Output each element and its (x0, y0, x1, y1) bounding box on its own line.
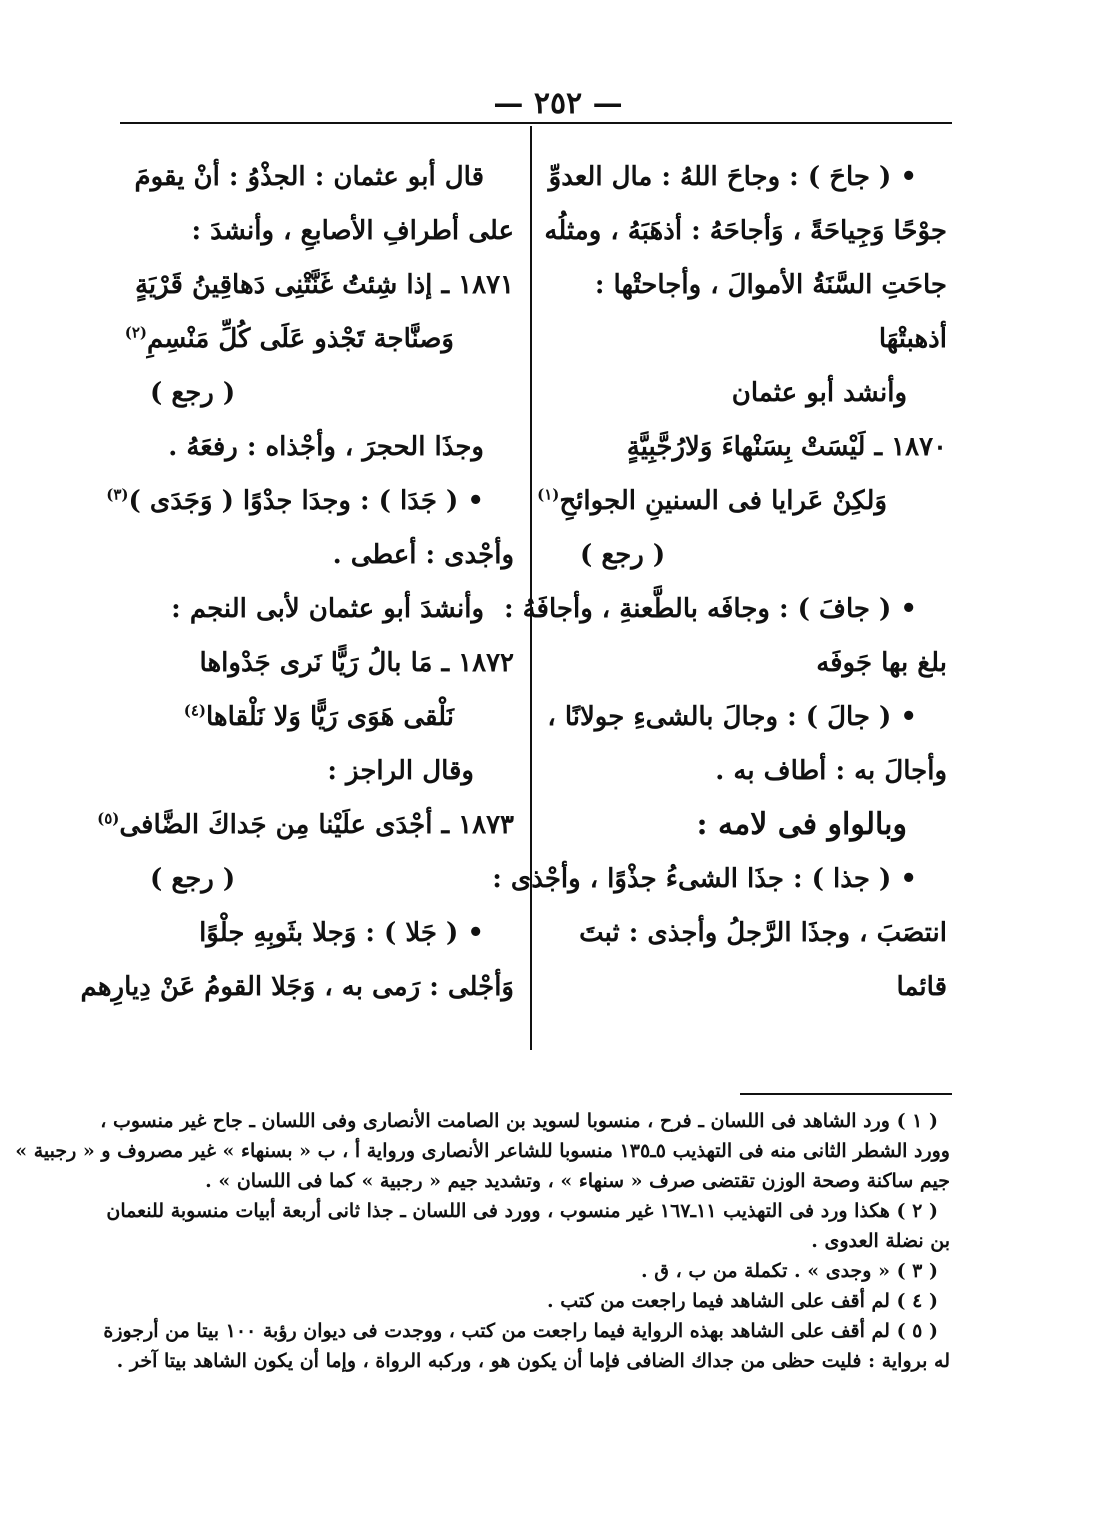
footnote-text: ( ٥ ) لم أقف على الشاهد بهذه الرواية فيما راجعت من كتب ، ووجدت فى ديوان رؤبة ١٠٠ بيتا من أرجوزة (103, 1320, 938, 1342)
left-column-text: على أطرافِ الأصابعِ ، وأنشدَ : (191, 216, 514, 246)
right-column-line (547, 690, 947, 744)
right-column-text: ( رجع ) (580, 540, 666, 570)
left-column-line (122, 744, 514, 798)
page-number: — ٢٥٢ — (493, 86, 623, 121)
footnote-text: ( ٣ ) « وجدى » . تكملة من ب ، ق . (641, 1260, 938, 1282)
right-column-text: وَلكِنْ عَرايا فى السنينِ الجوائحِ (559, 486, 887, 516)
left-column-line (122, 636, 514, 690)
right-column-line (552, 366, 947, 420)
left-column-line (122, 690, 514, 744)
right-column-line (552, 528, 947, 582)
footnote-text: ( ٢ ) هكذا ورد فى التهذيب ١١ـ١٦٧ غير منسوب ، وورد فى اللسان ـ جذا ثانى أربعة أبيات منسوبة للنعمان (106, 1200, 938, 1222)
footnote-reference: (١) (537, 485, 560, 504)
footnote-line (106, 1196, 950, 1226)
header-rule (120, 122, 952, 124)
left-column-text: ١٨٧١ ـ إذا شِئتُ غَنَّتْنِى دَهاقِينُ قَرْيَةٍ (134, 270, 514, 300)
right-column-text: • ( جاحَ ) : وجاحَ اللهُ : مال العدوِّ (548, 162, 917, 192)
footnote-line (103, 1316, 950, 1346)
left-column-line (80, 960, 514, 1014)
left-column-line (122, 312, 514, 366)
left-column-text: ( رجع ) (150, 378, 236, 408)
right-column-line (552, 420, 947, 474)
left-column-text: قال أبو عثمان : الجذْوُ : أنْ يقومَ (134, 162, 484, 192)
left-column-line (122, 366, 514, 420)
footnote-reference: (٢) (124, 323, 148, 342)
right-column-text: وبالواو فى لامه : (696, 807, 907, 842)
footnote-line (128, 1166, 950, 1196)
left-column-text: وأجْدى : أعطى . (332, 540, 514, 570)
left-column-text: وَصنَّاجة تَجْذو عَلَى كُلِّ مَنْسِمِ (147, 324, 454, 354)
footnote-line (116, 1346, 950, 1376)
left-column-line (122, 582, 514, 636)
left-column-line (122, 204, 514, 258)
footnote-reference: (٣) (106, 485, 129, 504)
left-column-line (106, 474, 514, 528)
footnote-text: بن نضلة العدوى . (811, 1230, 950, 1252)
left-column-line (122, 528, 514, 582)
footnote-text: ( ٤ ) لم أقف على الشاهد فيما راجعت من كتب . (547, 1290, 938, 1312)
left-column-line (122, 852, 514, 906)
left-column-text: • ( جَلا ) : وَجلا بثَوبِهِ جلْوًا (199, 918, 484, 948)
right-column-text: قائما (896, 972, 947, 1002)
right-column (492, 150, 947, 1014)
right-column-line (552, 906, 947, 960)
right-column-line (544, 204, 947, 258)
right-column-line (552, 312, 947, 366)
left-column-text: ١٨٧٢ ـ مَا بالُ رَيًّا نَرى جَدْواها (199, 648, 514, 678)
footnote-line (128, 1256, 950, 1286)
right-column-line (503, 582, 947, 636)
right-column-text: انتصَبَ ، وجذَا الرَّجلُ وأجذى : ثبتَ (579, 918, 947, 948)
right-column-line (548, 150, 947, 204)
left-column (80, 150, 514, 1014)
footnote-reference: (٥) (97, 809, 120, 828)
left-column-text: ١٨٧٣ ـ أجْدَى علَيْنا مِن جَداكَ الضَّافى (119, 810, 514, 840)
left-column-text: ( رجع ) (150, 864, 236, 894)
right-column-text: ١٨٧٠ ـ لَيْسَتْ بِسَنْهاءَ وَلارُجَّبِيَّةٍ (626, 432, 947, 462)
right-column-text: بلغ بها جَوفَه (816, 648, 947, 678)
right-column-line (552, 798, 947, 852)
right-column-text: • ( جالَ ) : وجالَ بالشىءِ جولانًا ، (547, 702, 917, 732)
right-column-line (552, 636, 947, 690)
left-column-line (122, 258, 514, 312)
right-column-line (537, 474, 947, 528)
left-column-text: وأنشدَ أبو عثمان لأبى النجم : (171, 594, 484, 624)
footnote-line (100, 1106, 950, 1136)
left-column-line (122, 906, 514, 960)
left-column-line (122, 420, 514, 474)
footnotes (15, 1106, 950, 1376)
right-column-line (552, 744, 947, 798)
footnote-line (128, 1286, 950, 1316)
right-column-text: • ( جافَ ) : وجافَه بالطَّعنةِ ، وأجافَهُ : (503, 594, 917, 624)
left-column-text: وقال الراجز : (327, 756, 474, 786)
left-column-line (122, 150, 514, 204)
right-column-text: وأجالَ به : أطاف به . (715, 756, 947, 786)
right-column-text: وأنشد أبو عثمان (731, 378, 907, 408)
left-column-text: نَلْقى هَوَى رَيًّا وَلا نَلْقاها (205, 702, 454, 732)
footnote-reference: (٤) (183, 701, 206, 720)
right-column-line (552, 258, 947, 312)
right-column-text: جاحَتِ السَّنَةُ الأموالَ ، وأجاحتْها : (594, 270, 947, 300)
footnote-text: جيم ساكنة وصحة الوزن تقتضى صرف « سنهاء » ، وتشديد جيم « رجبية » كما فى اللسان » . (205, 1170, 950, 1192)
right-column-text: جوْحًا وَجِياحَةً ، وَأجاحَهُ : أذهَبَهُ ، ومثلُه (544, 216, 947, 246)
right-column-line (492, 852, 947, 906)
footnote-text: له برواية : فليت حظى من جداك الضافى فإما أن يكون هو ، وركبه الرواة ، وإما أن يكون الشاهد بيتا آخر . (116, 1350, 950, 1372)
right-column-text: • ( جذا ) : جذَا الشىءُ جذْوًا ، وأجْذى : (492, 864, 917, 894)
footnote-text: وورد الشطر الثانى منه فى التهذيب ٥ـ١٣٥ منسوبا للشاعر الأنصارى ورواية أ ، ب « بسنهاء » غير مصروف و « رجبية » (15, 1140, 950, 1162)
left-column-line (97, 798, 514, 852)
left-column-text: • ( جَدَا ) : وجدَا جدْوًا ( وَجَدَى ) (128, 486, 484, 516)
footnote-line (128, 1226, 950, 1256)
right-column-line (552, 960, 947, 1014)
footnote-rule (740, 1093, 952, 1095)
right-column-text: أذهبتْهَا (878, 324, 947, 354)
left-column-text: وجذَا الحجرَ ، وأجْذاه : رفعَهُ . (168, 432, 484, 462)
footnote-text: ( ١ ) ورد الشاهد فى اللسان ـ فرح ، منسوبا لسويد بن الصامت الأنصارى وفى اللسان ـ جاح غير منسوب ، (100, 1110, 938, 1132)
left-column-text: وَأجْلى : رَمى به ، وَجَلا القومُ عَنْ دِيارِهم (80, 972, 514, 1002)
footnote-line (15, 1136, 950, 1166)
